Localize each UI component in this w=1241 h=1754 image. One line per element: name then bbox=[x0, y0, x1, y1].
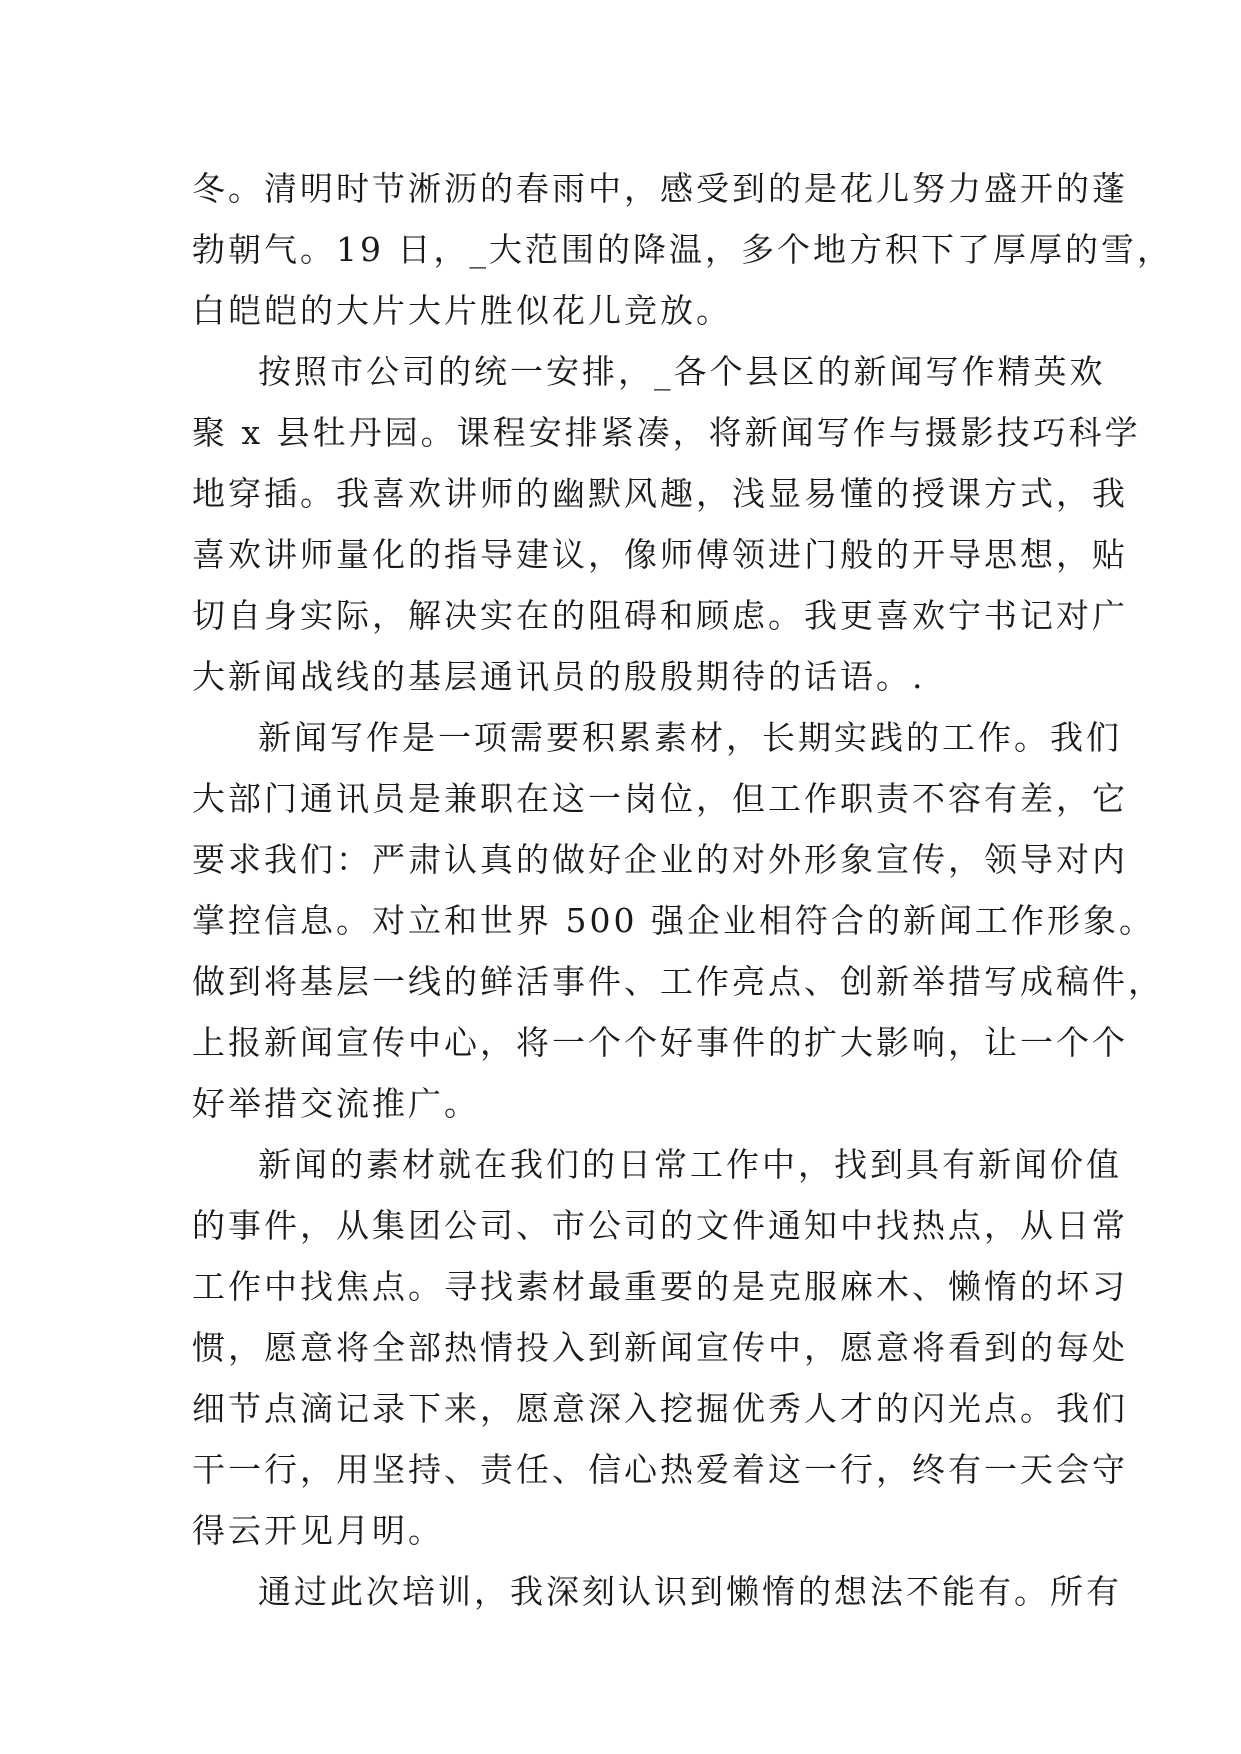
body-text bbox=[192, 158, 1173, 1622]
text-line: 得云开见月明。 bbox=[192, 1511, 444, 1550]
text-line: 做到将基层一线的鲜活事件、工作亮点、创新举措写成稿件， bbox=[192, 962, 1164, 1001]
text-line: 地穿插。我喜欢讲师的幽默风趣，浅显易懂的授课方式，我 bbox=[192, 474, 1128, 513]
text-line: 按照市公司的统一安排，_各个县区的新闻写作精英欢 bbox=[258, 352, 1106, 391]
text-line: 新闻写作是一项需要积累素材，长期实践的工作。我们 bbox=[258, 718, 1122, 757]
text-line: 聚 x 县牡丹园。课程安排紧凑，将新闻写作与摄影技巧科学 bbox=[192, 413, 1141, 452]
text-line: 干一行，用坚持、责任、信心热爱着这一行，终有一天会守 bbox=[192, 1450, 1128, 1489]
text-line: 的事件，从集团公司、市公司的文件通知中找热点，从日常 bbox=[192, 1206, 1128, 1245]
paragraph-5 bbox=[192, 1561, 1122, 1622]
text-line: 冬。清明时节淅沥的春雨中，感受到的是花儿努力盛开的蓬 bbox=[192, 169, 1128, 208]
text-line: 白皑皑的大片大片胜似花儿竞放。 bbox=[192, 291, 732, 330]
text-line: 新闻的素材就在我们的日常工作中，找到具有新闻价值 bbox=[258, 1145, 1122, 1184]
paragraph-3 bbox=[192, 707, 1164, 1134]
text-line: 掌控信息。对立和世界 500 强企业相符合的新闻工作形象。 bbox=[192, 901, 1155, 940]
paragraph-4 bbox=[192, 1134, 1128, 1561]
paragraph-2 bbox=[192, 341, 1141, 707]
text-line: 大部门通讯员是兼职在这一岗位，但工作职责不容有差，它 bbox=[192, 779, 1128, 818]
text-line: 要求我们：严肃认真的做好企业的对外形象宣传，领导对内 bbox=[192, 840, 1128, 879]
text-line: 切自身实际，解决实在的阻碍和顾虑。我更喜欢宁书记对广 bbox=[192, 596, 1128, 635]
text-line: 大新闻战线的基层通讯员的殷殷期待的话语。. bbox=[192, 657, 926, 696]
paragraph-1 bbox=[192, 158, 1173, 341]
text-line: 惯，愿意将全部热情投入到新闻宣传中，愿意将看到的每处 bbox=[192, 1328, 1128, 1367]
text-line: 好举措交流推广。 bbox=[192, 1084, 480, 1123]
text-line: 喜欢讲师量化的指导建议，像师傅领进门般的开导思想，贴 bbox=[192, 535, 1128, 574]
text-line: 勃朝气。19 日，_大范围的降温，多个地方积下了厚厚的雪， bbox=[192, 230, 1173, 269]
text-line: 通过此次培训，我深刻认识到懒惰的想法不能有。所有 bbox=[258, 1572, 1122, 1611]
text-line: 工作中找焦点。寻找素材最重要的是克服麻木、懒惰的坏习 bbox=[192, 1267, 1128, 1306]
text-line: 上报新闻宣传中心，将一个个好事件的扩大影响，让一个个 bbox=[192, 1023, 1128, 1062]
text-line: 细节点滴记录下来，愿意深入挖掘优秀人才的闪光点。我们 bbox=[192, 1389, 1128, 1428]
